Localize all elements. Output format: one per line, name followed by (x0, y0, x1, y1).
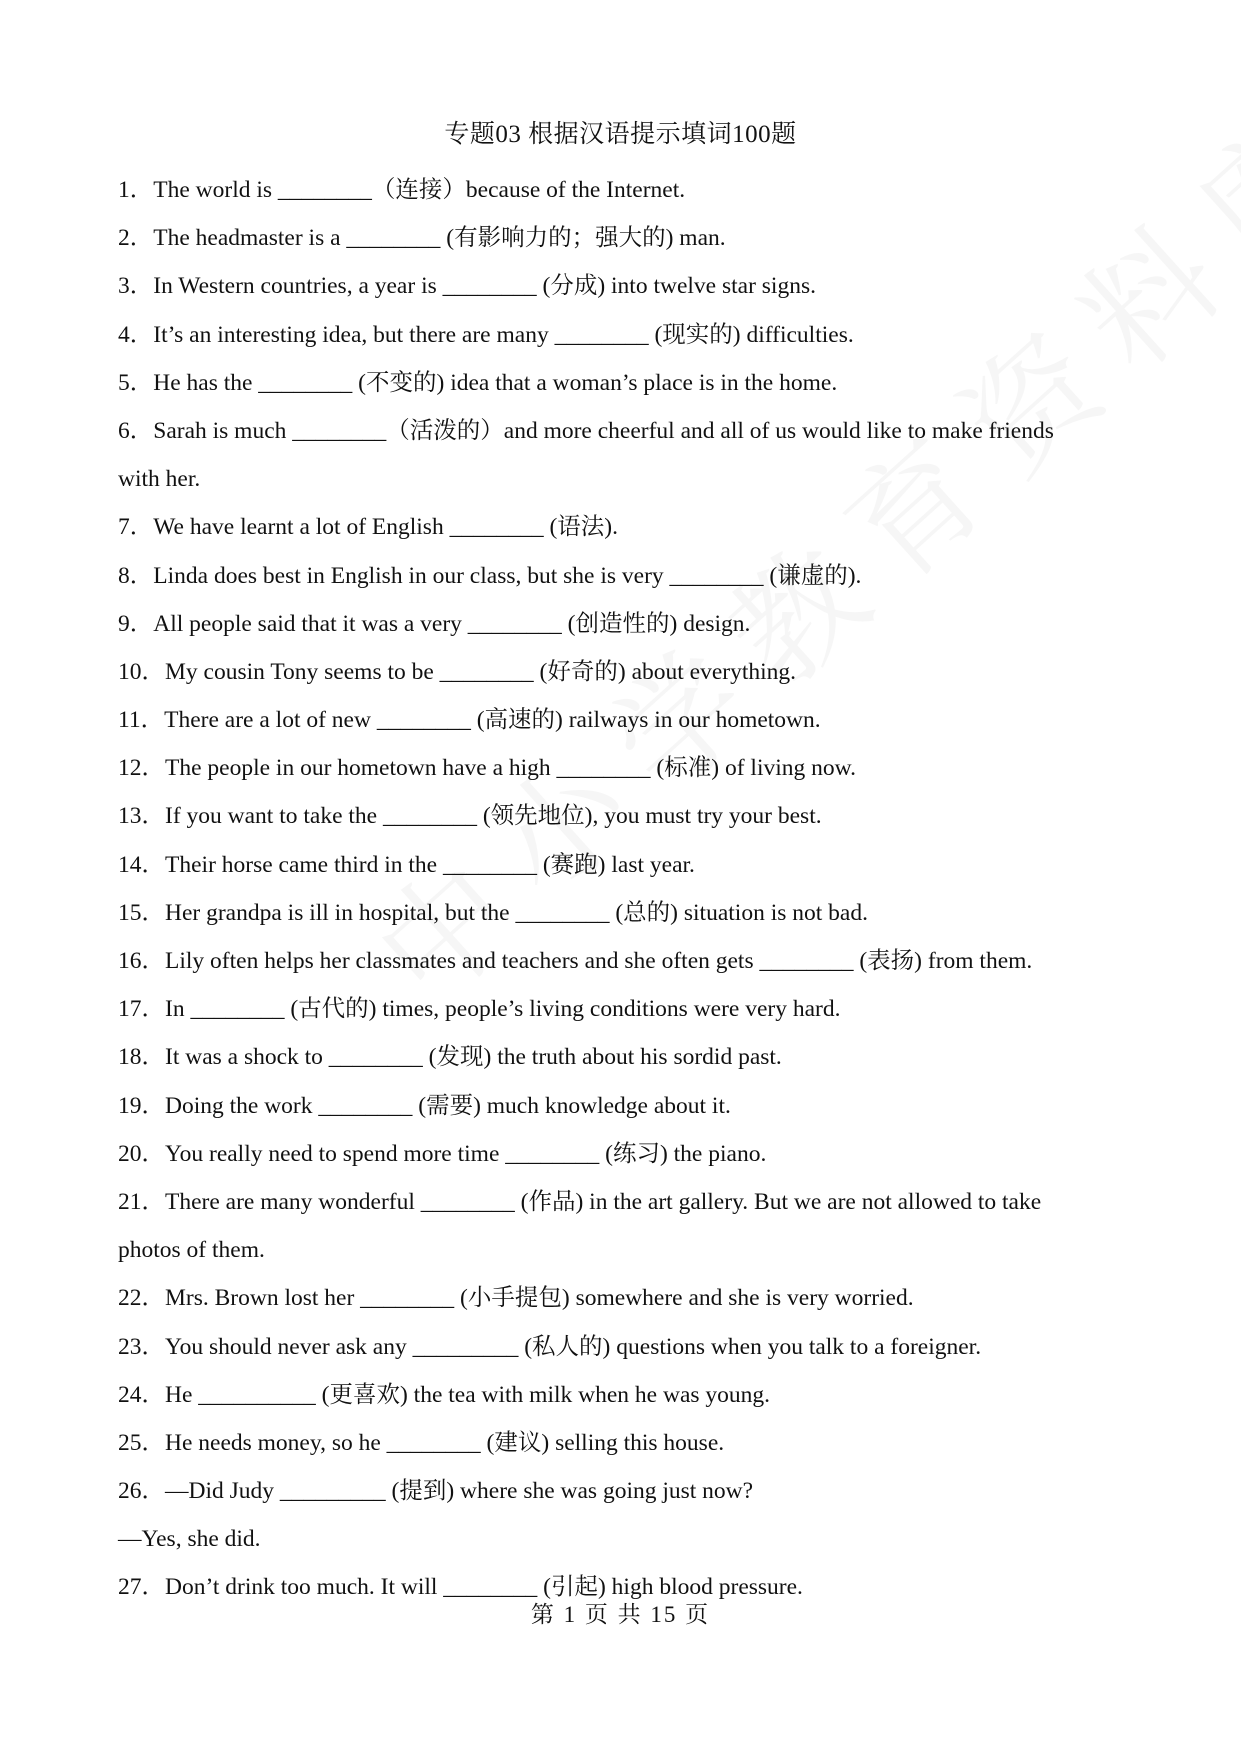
question-list (118, 166, 1128, 1612)
question-line: 19．Doing the work ________ (需要) much knowledge about it. (118, 1092, 731, 1119)
question-line: 9．All people said that it was a very ________ (创造性的) design. (118, 610, 751, 637)
question-line: 18．It was a shock to ________ (发现) the truth about his sordid past. (118, 1044, 782, 1071)
question-line: 27．Don’t drink too much. It will ________ (引起) high blood pressure. (118, 1574, 803, 1601)
page-title: 专题03 根据汉语提示填词100题 (444, 121, 797, 148)
question-line: 7．We have learnt a lot of English ________ (语法). (118, 514, 618, 541)
question-line: 22．Mrs. Brown lost her ________ (小手提包) somewhere and she is very worried. (118, 1285, 914, 1312)
question-line: 26．—Did Judy _________ (提到) where she was going just now? (118, 1478, 754, 1505)
question-line: 8．Linda does best in English in our class, but she is very ________ (谦虚的). (118, 562, 862, 589)
question-line-continued: photos of them. (118, 1237, 265, 1264)
question-line-continued: —Yes, she did. (118, 1526, 261, 1553)
question-line: 17．In ________ (古代的) times, people’s living conditions were very hard. (118, 996, 841, 1023)
question-line: 23．You should never ask any _________ (私人的) questions when you talk to a foreigner. (118, 1333, 982, 1360)
question-line: 20．You really need to spend more time ________ (练习) the piano. (118, 1140, 767, 1167)
question-line: 2．The headmaster is a ________ (有影响力的；强大的) man. (118, 225, 726, 252)
question-line: 1．The world is ________（连接）because of the Internet. (118, 177, 686, 203)
question-line: 5．He has the ________ (不变的) idea that a woman’s place is in the home. (118, 369, 838, 396)
question-line: 24．He __________ (更喜欢) the tea with milk when he was young. (118, 1381, 771, 1408)
question-line: 14．Their horse came third in the ________ (赛跑) last year. (118, 851, 695, 878)
question-line: 15．Her grandpa is ill in hospital, but the ________ (总的) situation is not bad. (118, 899, 868, 926)
question-line-continued: with her. (118, 466, 201, 493)
question-line: 25．He needs money, so he ________ (建议) selling this house. (118, 1429, 725, 1456)
question-line: 12．The people in our hometown have a high ________ (标准) of living now. (118, 755, 856, 782)
question-line: 3．In Western countries, a year is ________ (分成) into twelve star signs. (118, 273, 816, 300)
question-line: 13．If you want to take the ________ (领先地位), you must try your best. (118, 803, 822, 830)
question-line: 21．There are many wonderful ________ (作品) in the art gallery. But we are not allowed to take (118, 1188, 1042, 1215)
question-line: 4．It’s an interesting idea, but there are many ________ (现实的) difficulties. (118, 321, 854, 348)
question-line: 11．There are a lot of new ________ (高速的) railways in our hometown. (118, 707, 821, 734)
page-footer: 第 1 页 共 15 页 (530, 1602, 711, 1627)
question-line: 16．Lily often helps her classmates and teachers and she often gets ________ (表扬) from them. (118, 948, 1033, 974)
question-line: 10．My cousin Tony seems to be ________ (好奇的) about everything. (118, 658, 797, 685)
question-line: 6．Sarah is much ________（活泼的）and more cheerful and all of us would like to make friends (118, 417, 1054, 444)
